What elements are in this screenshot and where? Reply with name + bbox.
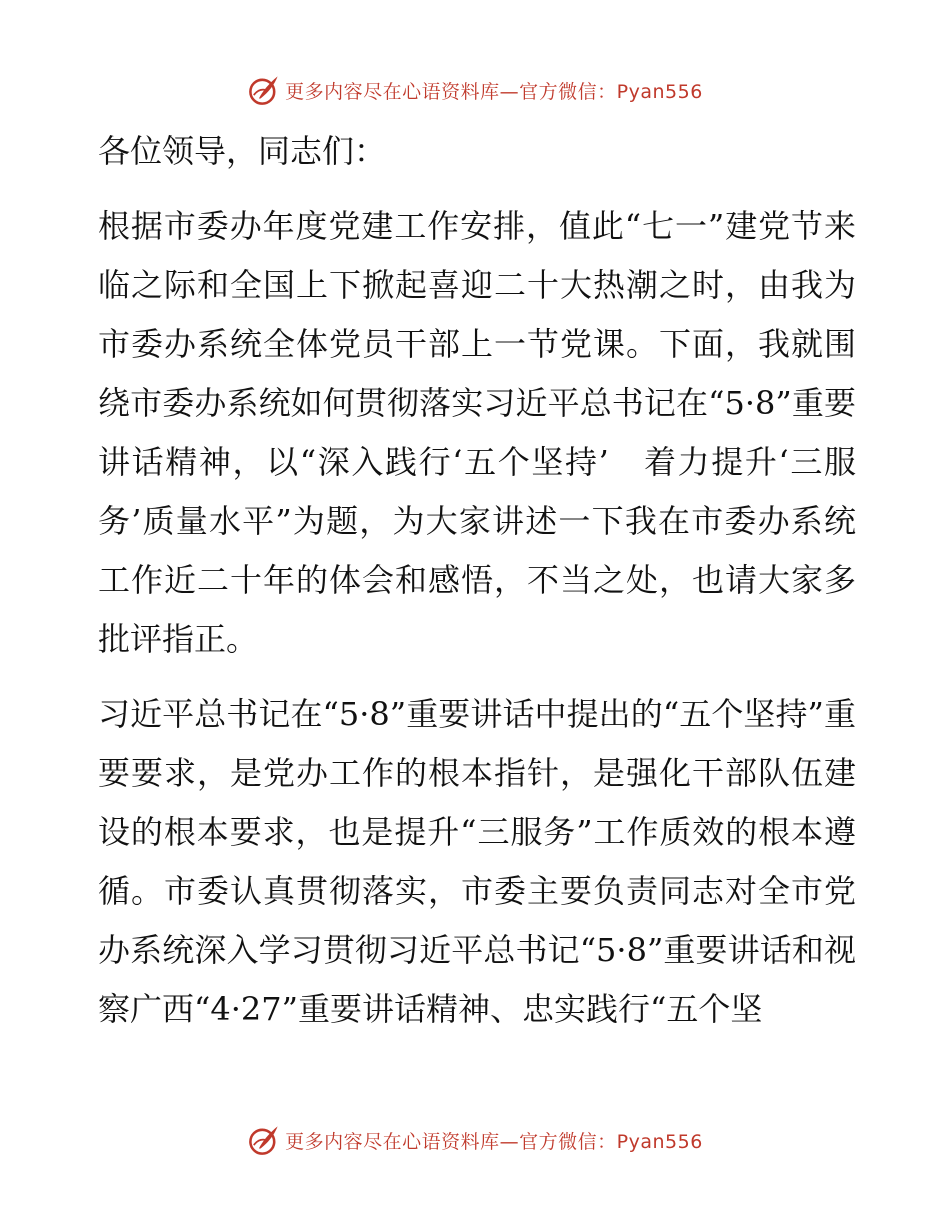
paragraph-1: 根据市委办年度党建工作安排，值此“七一”建党节来临之际和全国上下掀起喜迎二十大热潮之时，由我为市委办系统全体党员干部上一节党课。下面，我就围绕市委办系统如何贯彻落实习近平总书记在“5·8”重要讲话精神，以“深入践行‘五个坚持’ 着力提升‘三服务’质量水平”为题，为大家讲述一下我在市委办系统工作近二十年的体会和感悟，不当之处，也请大家多批评指正。 (98, 207, 856, 658)
footer-banner (0, 1120, 950, 1160)
greeting: 各位领导，同志们： (98, 132, 387, 170)
footer-banner-text: 更多内容尽在心语资料库—官方微信：Pyan556 (285, 1130, 703, 1153)
quill-pen-logo-icon (247, 1123, 281, 1157)
header-banner (0, 70, 950, 110)
paragraph-2: 习近平总书记在“5·8”重要讲话中提出的“五个坚持”重要要求，是党办工作的根本指针，是强化干部队伍建设的根本要求，也是提升“三服务”工作质效的根本遵循。市委认真贯彻落实，市委主要负责同志对全市党办系统深入学习贯彻习近平总书记“5·8”重要讲话和视察广西“4·27”重要讲话精神、忠实践行“五个坚 (98, 695, 856, 1028)
header-banner-text: 更多内容尽在心语资料库—官方微信：Pyan556 (285, 80, 703, 103)
quill-pen-logo-icon (247, 73, 281, 107)
document-body (98, 122, 856, 1039)
